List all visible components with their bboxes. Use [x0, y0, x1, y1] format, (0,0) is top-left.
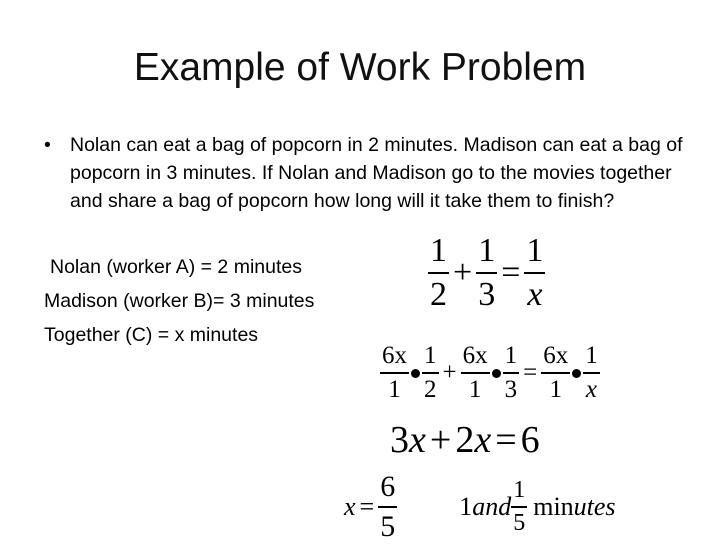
plus-sign: + [442, 359, 457, 386]
multiply-dot [492, 369, 501, 378]
given-together: Together (C) = x minutes [44, 324, 259, 346]
equation-4: x = $\frac{6}{5}$ 1 and $\frac{1}{5}$ min utes [344, 470, 616, 543]
fraction-1-over-x: $\frac{1}{x}$ [585, 342, 598, 403]
bullet-symbol: • [44, 134, 51, 156]
fraction-6x-over-1: $\frac{6x}{1}$ [382, 342, 407, 403]
given-worker-a: Nolan (worker A) = 2 minutes [50, 256, 302, 278]
problem-text: Nolan can eat a bag of popcorn in 2 minutes. Madison can eat a bag of popcorn in 3 minutes. If Nolan and Madison go to the movies together and share a bag of popcorn how long will it take them to finish? [70, 134, 683, 212]
fraction-1-over-5: $\frac{1}{5}$ [513, 477, 526, 536]
equals-sign: = [523, 359, 538, 386]
given-worker-b: Madison (worker B)= 3 minutes [44, 290, 315, 312]
fraction-1-over-3: $\frac{1}{3}$ [504, 342, 518, 403]
fraction-6x-over-1: $\frac{6x}{1}$ [462, 342, 488, 403]
multiply-dot [572, 369, 581, 378]
fraction-one-half: $\frac{1}{2}$ [430, 232, 447, 313]
fraction-6x-over-1: $\frac{6x}{1}$ [543, 342, 569, 403]
equals-sign: = [501, 254, 521, 291]
equation-1 [428, 232, 545, 314]
fraction-one-third: $\frac{1}{3}$ [478, 232, 496, 313]
fraction-6-over-5: $\frac{6}{5}$ [380, 470, 396, 543]
plus-sign: + [453, 254, 473, 291]
slide-title: Example of Work Problem [133, 46, 587, 89]
problem-bullet [44, 131, 694, 215]
fraction-one-over-x: $\frac{1}{x}$ [526, 232, 544, 313]
fraction-1-over-2: $\frac{1}{2}$ [424, 342, 437, 403]
equation-2 [380, 342, 600, 404]
equation-3: 3 x + 2 x = 6 [390, 419, 540, 461]
multiply-dot [411, 369, 420, 378]
